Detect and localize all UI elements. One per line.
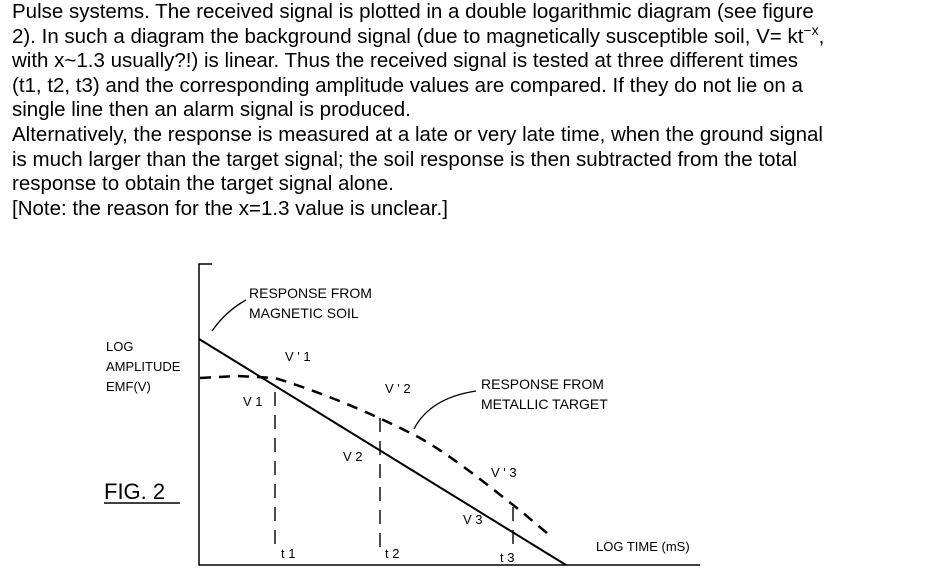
- v3-prime-label: V ' 3: [491, 465, 517, 480]
- figure-label: FIG. 2: [104, 479, 166, 504]
- text-line-1: Pulse systems. The received signal is plotted in a double logarithmic diagram (see figure: [12, 0, 814, 23]
- target-leader-line: [414, 391, 476, 429]
- figure-2-diagram: [0, 240, 938, 576]
- x-axis-label: LOG TIME (mS): [596, 539, 690, 554]
- text-line-8: response to obtain the target signal alone.: [12, 172, 394, 196]
- y-axis-label-line-3: EMF(V): [106, 379, 151, 394]
- target-label-line-1: RESPONSE FROM: [481, 376, 604, 392]
- y-axis-label-line-1: LOG: [106, 339, 134, 354]
- v1-prime-label: V ' 1: [285, 349, 311, 364]
- description-paragraph: [12, 0, 928, 221]
- text-line-2: [12, 21, 928, 50]
- v1-label: V 1: [243, 394, 263, 409]
- soil-label-line-2: MAGNETIC SOIL: [249, 305, 359, 321]
- v2-label: V 2: [343, 449, 363, 464]
- text-line-4: (t1, t2, t3) and the corresponding amplitude values are compared. If they do not lie on a: [12, 73, 803, 97]
- text-line-2-pre: 2). In such a diagram the background signal (due to magnetically susceptible soil, V= kt: [12, 24, 804, 48]
- y-axis-label-line-2: AMPLITUDE: [106, 359, 181, 374]
- soil-leader-line: [212, 300, 246, 331]
- exponent-superscript: −x: [803, 21, 819, 38]
- target-label-line-2: METALLIC TARGET: [481, 396, 608, 412]
- text-line-9: [Note: the reason for the x=1.3 value is unclear.]: [12, 196, 448, 220]
- soil-response-line: [199, 339, 566, 565]
- v2-prime-label: V ' 2: [385, 381, 411, 396]
- text-line-6: Alternatively, the response is measured at a late or very late time, when the ground signal: [12, 122, 823, 146]
- text-line-5: single line then an alarm signal is produced.: [12, 98, 411, 122]
- text-line-3: with x~1.3 usually?!) is linear. Thus the received signal is tested at three different times: [12, 49, 799, 73]
- t2-label: t 2: [385, 546, 400, 561]
- v3-label: V 3: [463, 512, 483, 527]
- t3-label: t 3: [500, 550, 515, 565]
- t1-label: t 1: [281, 546, 296, 561]
- soil-label-line-1: RESPONSE FROM: [249, 285, 372, 301]
- text-line-7: is much larger than the target signal; the soil response is then subtracted from the total: [12, 147, 798, 171]
- text-line-2-post: ,: [818, 24, 825, 48]
